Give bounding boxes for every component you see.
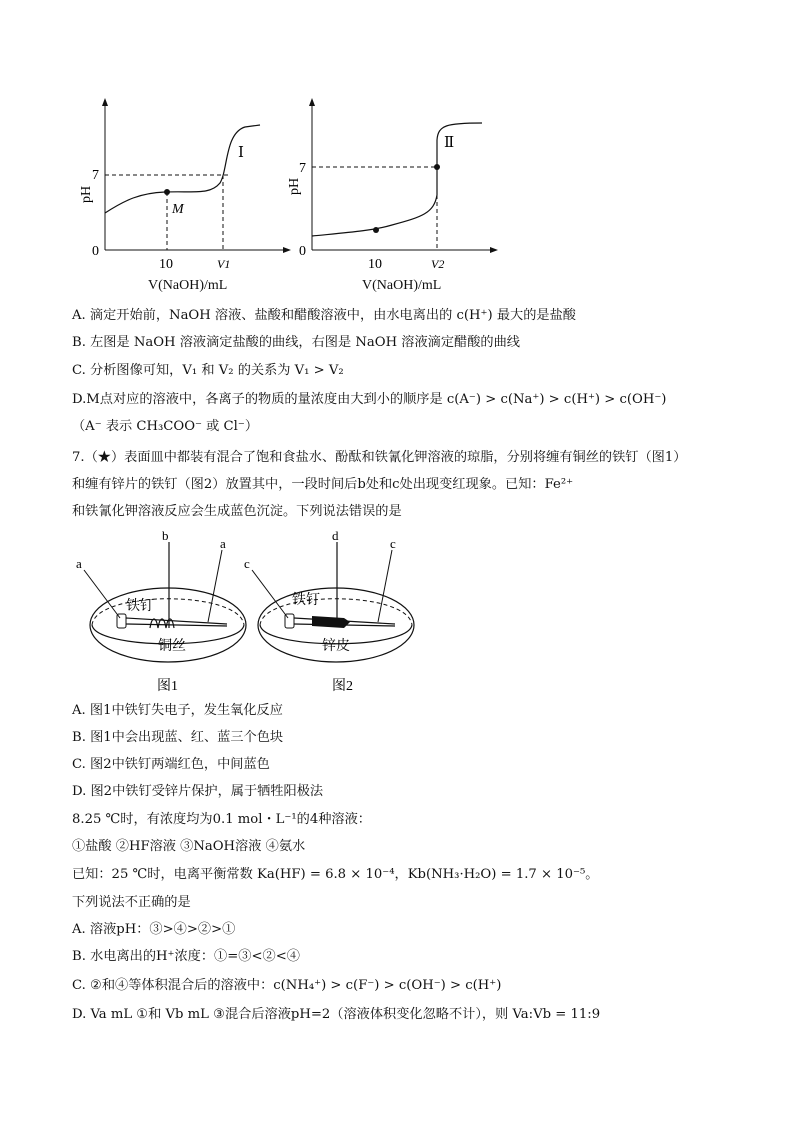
x-axis-arrow bbox=[490, 247, 498, 253]
figure-2 bbox=[240, 530, 430, 700]
label-d: d bbox=[332, 530, 339, 543]
leader-a-left bbox=[84, 570, 120, 618]
leader-a-right bbox=[208, 550, 222, 622]
label-nail: 铁钉 bbox=[292, 593, 320, 608]
label-a-right: a bbox=[220, 536, 226, 551]
q8-ask: 下列说法不正确的是 bbox=[72, 895, 191, 910]
q6-option-c: C. 分析图像可知，V₁ 和 V₂ 的关系为 V₁ > V₂ bbox=[72, 363, 344, 378]
titration-chart-2 bbox=[282, 95, 512, 275]
x-tick-v1: V1 bbox=[217, 257, 231, 271]
label-nail: 铁钉 bbox=[126, 599, 154, 614]
x-axis-label-1: V(NaOH)/mL bbox=[148, 278, 228, 293]
q7-option-a: A. 图1中铁钉失电子，发生氧化反应 bbox=[72, 703, 283, 718]
q8-known: 已知：25 ℃时，电离平衡常数 Ka(HF) = 6.8 × 10⁻⁴，Kb(NH₃·H₂O) = 1.7 × 10⁻⁵。 bbox=[72, 867, 599, 882]
point-m-label: M bbox=[172, 202, 184, 217]
zinc-sheet bbox=[312, 616, 350, 628]
caption-fig2: 图2 bbox=[332, 679, 353, 694]
nail-body-bottom bbox=[126, 624, 227, 626]
q7-option-b: B. 图1中会出现蓝、红、蓝三个色块 bbox=[72, 730, 284, 745]
x-tick-10: 10 bbox=[159, 257, 173, 272]
q8-option-c: C. ②和④等体积混合后的溶液中：c(NH₄⁺) > c(F⁻) > c(OH⁻) > c(H⁺) bbox=[72, 978, 502, 993]
nail-body-top bbox=[126, 618, 227, 624]
label-copper: 铜丝 bbox=[158, 639, 186, 654]
q6-option-d: D.M点对应的溶液中，各离子的物质的量浓度由大到小的顺序是 c(A⁻) > c(Na⁺) > c(H⁺) > c(OH⁻) bbox=[72, 392, 667, 407]
leader-c-left bbox=[252, 570, 288, 618]
y-axis-label: pH bbox=[79, 185, 94, 203]
q8-solutions: ①盐酸 ②HF溶液 ③NaOH溶液 ④氨水 bbox=[72, 839, 306, 854]
q8-stem: 8.25 ℃时，有浓度均为0.1 mol・L⁻¹的4种溶液： bbox=[72, 812, 371, 827]
y-tick-0: 0 bbox=[299, 244, 306, 259]
y-axis-label: pH bbox=[287, 177, 302, 195]
point-m bbox=[164, 189, 170, 195]
curve-2 bbox=[312, 123, 482, 236]
leader-c-right bbox=[378, 550, 392, 622]
label-a-left: a bbox=[76, 556, 82, 571]
y-tick-0: 0 bbox=[92, 244, 99, 259]
y-tick-7: 7 bbox=[299, 161, 306, 176]
point-10 bbox=[373, 227, 379, 233]
q6-option-b: B. 左图是 NaOH 溶液滴定盐酸的曲线，右图是 NaOH 溶液滴定醋酸的曲线 bbox=[72, 335, 520, 350]
q7-option-d: D. 图2中铁钉受锌片保护，属于牺牲阳极法 bbox=[72, 784, 324, 799]
curve-label: Ⅱ bbox=[444, 135, 455, 151]
q7-stem-3: 和铁氰化钾溶液反应会生成蓝色沉淀。下列说法错误的是 bbox=[72, 504, 402, 519]
figure-1 bbox=[72, 530, 262, 700]
caption-fig1: 图1 bbox=[157, 679, 178, 694]
curve-1 bbox=[105, 125, 260, 213]
x-tick-v2: V2 bbox=[431, 257, 445, 271]
label-c-left: c bbox=[244, 556, 250, 571]
label-b: b bbox=[162, 530, 169, 543]
q8-option-d: D. Va mL ①和 Vb mL ③混合后溶液pH=2（溶液体积变化忽略不计），则 Va:Vb = 11:9 bbox=[72, 1007, 601, 1022]
y-axis-arrow bbox=[102, 98, 108, 106]
q8-option-a: A. 溶液pH：③>④>②>① bbox=[72, 922, 236, 937]
y-tick-7: 7 bbox=[92, 168, 99, 183]
q7-option-c: C. 图2中铁钉两端红色，中间蓝色 bbox=[72, 757, 270, 772]
label-zinc: 锌皮 bbox=[322, 639, 350, 654]
label-c-right: c bbox=[390, 536, 396, 551]
titration-chart-1 bbox=[70, 95, 300, 275]
x-tick-10: 10 bbox=[368, 257, 382, 272]
curve-label: Ⅰ bbox=[238, 145, 244, 161]
q7-stem-2: 和缠有锌片的铁钉（图2）放置其中，一段时间后b处和c处出现变红现象。已知：Fe²⁺ bbox=[72, 477, 574, 492]
q8-option-b: B. 水电离出的H⁺浓度：①=③<②<④ bbox=[72, 949, 300, 964]
point-v2 bbox=[434, 164, 440, 170]
x-axis-label-2: V(NaOH)/mL bbox=[362, 278, 442, 293]
q6-option-d-note: （A⁻ 表示 CH₃COO⁻ 或 Cl⁻） bbox=[72, 419, 259, 434]
y-axis-arrow bbox=[309, 98, 315, 106]
q7-stem-1: 7.（★）表面皿中都装有混合了饱和食盐水、酚酞和铁氰化钾溶液的琼脂，分别将缠有铜丝的铁钉（图1） bbox=[72, 450, 687, 465]
q6-option-a: A. 滴定开始前，NaOH 溶液、盐酸和醋酸溶液中，由水电离出的 c(H⁺) 最大的是盐酸 bbox=[72, 308, 576, 323]
